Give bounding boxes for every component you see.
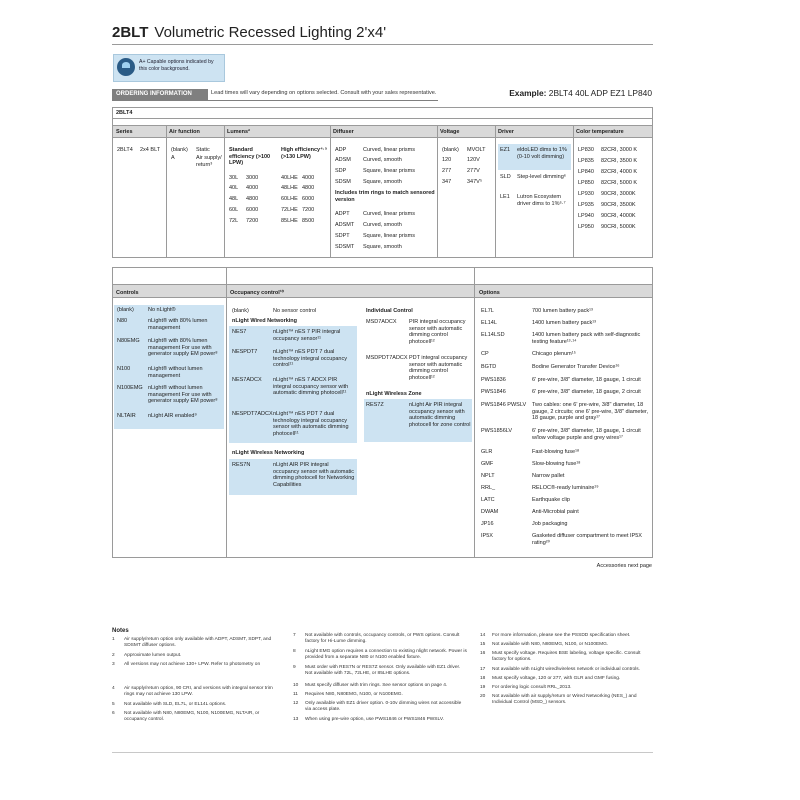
option-desc: Gasketed diffuser compartment to meet IP5X rating²⁰ (532, 533, 642, 546)
diffuser-code: SDPT (335, 233, 350, 239)
cct-code: LP950 (578, 224, 594, 230)
occupancy-code: MSDPDT7ADCX (366, 355, 408, 361)
lumens-value: 6000 (302, 196, 315, 202)
diffuser-trim-head: Includes trim rings to match sensored version (335, 190, 435, 203)
column-divider (224, 125, 225, 258)
occupancy-desc: nLight™ nES PDT 7 dual technology integral occupancy sensor with automatic dimming photocell¹¹ (273, 411, 349, 437)
column-divider (226, 267, 227, 558)
lumens-code: 40L (229, 185, 239, 191)
lumens-value: 4000 (302, 175, 315, 181)
option-code: PWS1846 PWSLV (481, 402, 527, 408)
diffuser-code: ADSMT (335, 222, 355, 228)
occupancy-desc: PIR integral occupancy sensor with automatic dimming control photocell¹² (409, 319, 466, 345)
column-divider (474, 267, 475, 558)
lumens-standard-head: Standard efficiency (>100 LPW) (229, 147, 271, 167)
wired-networking-head: nLight Wired Networking (232, 318, 298, 324)
controls-desc: nLight® with 80% lumen management For use with generator supply EM power⁸ (148, 338, 218, 358)
occupancy-code: MSD7ADCX (366, 319, 397, 325)
option-code: EL14LSD (481, 332, 505, 338)
notes-title: Notes (112, 628, 129, 634)
cct-code: LP835 (578, 158, 594, 164)
spec-sheet: 2BLT Volumetric Recessed Lighting 2'x4' A+ Capable options indicated by this color background. ORDERING INFORMATION Lead times will vary depending on options selected. Consult with your sales representative. Example: 2BLT4 40L ADP EZ1 LP840 2BLT4 Series Air function Lumens² Diffuser Voltage Driver Color temperature 2BLT4 2x4 BLT (blank) Static A Air supply/ return³ Standard efficiency (>100 LPW) High efficiency⁴·⁵ (>130 LPW) 30L 3000 40L 4000 48L 4800 60L 6000 72L 7200 40LHE 4000 48LHE 4800 60LHE 6000 72LHE 7200 85LHE 8500 ADP Curved, linear prisms ADSM Curved, smooth SDP Square, linear prisms SDSM Square, smooth Includes trim rings to match sensored version ADPT Curved, linear prisms ADSMT Curved, smooth SDPT Square, linear prisms SDSMT Square, smooth (blank) MVOLT 120 120V 277 277V 347 347V⁵ EZ1 eldoLED dims to 1% (0-10 volt dimming) SLD Step-level dimming⁶ LE1 Lutron Ecosystem driver dims to 1%⁶·⁷ LP830 82CRI, 3000 K LP835 82CRI, 3500 K LP840 82CRI, 4000 K LP850 82CRI, 5000 K LP930 90CRI, 3000K LP935 90CRI, 3500K LP940 90CRI, 4000K LP950 90CRI, 5000K Controls Occupancy control¹⁰ Options (blank) No nLight® N80 nLight® with 80% lumen management N80EMG nLight® with 80% lumen management For use with generator supply EM power⁸ N100 nLight® without lumen management N100EMG nLight® without lumen management For use with generator supply EM power⁸ NLTAIR nLight AIR enabled⁹ (blank) No sensor control nLight Wired Networking NES7 nLight™ nES 7 PIR integral occupancy sensor¹¹ NESPDT7 nLight™ nES PDT 7 dual technology integral occupancy control¹¹ NES7ADCX nLight™ nES 7 ADCX PIR integral occupancy sensor with automatic dimming photocell¹¹ NESPDT7ADCX nLight™ nES PDT 7 dual technology integral occupancy sensor with automatic dimming photocell¹¹ nLight Wireless Networking RES7N nLight AIR PIR integral occupancy sensor with automatic dimming photocell for Networking Capabilities Individual Control MSD7ADCX PIR integral occupancy sensor with automatic dimming control photocell¹² MSDPDT7ADCX PDT integral occupancy sensor with automatic dimming control photocell¹² nLight Wireless Zone RES7Z nLight Air PIR integral occupancy sensor with automatic dimming photocell for zone control EL7L 700 lumen battery pack¹³ EL14L 1400 lumen battery pack¹³ EL14LSD 1400 lumen battery pack with self-diagnostic testing feature¹³·¹⁴ CP Chicago plenum¹⁵ BGTD Bodine Generator Transfer Device¹⁶ PWS1836 6' pre-wire, 3/8" diameter, 18 gauge, 1 circuit PWS1846 6' pre-wire, 3/8" diameter, 18 gauge, 2 circuit PWS1846 PWSLV Two cables: one 6' pre-wire, 3/8" diameter, 18 gauge, 2 circuits; one 6' pre-wire, 3/8" diameter, 18 gauge, purple and gray¹⁷ PWS1856LV 6' pre-wire, 3/8" diameter, 18 gauge, 1 circuit w/low voltage purple and grey wires¹⁷ GLR Fast-blowing fuse¹⁸ GMF Slow-blowing fuse¹⁸ NPLT Narrow pallet RRL_ RELOC®-ready luminaire¹⁹ LATC Earthquake clip DWAM Anti-Microbial paint JP16 Job packaging IP5X Gasketed diffuser compartment to meet IP5X rating²⁰ Accessories next page Notes 1 Air supply/return option only available with ADPT, ADSMT, SDPT, and SDSMT diffuser options. 2 Approximate lumen output. 3 All versions may not achieve 130+ LPW. Refer to photometry on 4 Air supply/return option, 90 CRI, and versions with integral sensor trim rings may not achieve 130 LPW. 5 Not available with SLD, EL7L, or EL14L options. 6 Not available with N80, N80EMG, N100, N100EMG, NLTAIR, or occupancy control. 7 Not available with controls, occupancy controls, or PWS options. Consult factory for Hi-Lume dimming. 8 nLight EMG option requires a connection to existing nlight network. Power is provided from a separate N80 or N100 enabled fixture. 9 Must order with RES7N or RES7Z sensor. Only available with EZ1 driver. Not available with 72L, 72LHE, or 85LHE options. 10 Must specify diffuser with trim rings. See sensor options on page 4. 11 Requires N80, N80EMG, N100, or N100EMG. 12 Only available with EZ1 driver option. 0-10v dimming wires not accessible via access plate. 13 When using pre-wire option, use PWS1846 or PWS1846 PWSLV. 14 For more information, please see the PSSDD specification sheet. 15 Not available with N80, N80EMG, N100, or N100EMG. 16 Must specify voltage. Requires BSE labeling, voltage specific. Consult factory for options. 17 Not available with nLight wired/wireless network or individual controls. 18 Must specify voltage, 120 or 277, with GLR and GMF fusing. 19 For ordering logic consult RRL_2013. 20 Not available with air supply/return or Wired Networking (NES_) and Individual Control (MSD_) sensors. (0, 0, 800, 800)
series-desc: 2x4 BLT (140, 147, 161, 153)
lumens-code: 72L (229, 218, 239, 224)
diffuser-desc: Curved, linear prisms (363, 211, 415, 217)
column-header: Series (116, 129, 133, 135)
cct-desc: 90CRI, 5000K (601, 224, 636, 230)
lumens-value: 4800 (302, 185, 315, 191)
voltage-code: 120 (442, 157, 452, 163)
occupancy-code: NESPDT7 (232, 349, 258, 355)
driver-code: LE1 (500, 194, 510, 200)
option-desc: 1400 lumen battery pack¹³ (532, 320, 596, 326)
lumens-value: 6000 (246, 207, 259, 213)
voltage-code: 277 (442, 168, 452, 174)
air-function-code: A (171, 155, 175, 161)
air-function-code: (blank) (171, 147, 188, 153)
option-desc: 6' pre-wire, 3/8" diameter, 18 gauge, 1 circuit w/low voltage purple and grey wires¹⁷ (532, 428, 641, 441)
controls-code: N80EMG (117, 338, 140, 344)
controls-code: (blank) (117, 307, 134, 313)
option-desc: Bodine Generator Transfer Device¹⁶ (532, 364, 620, 370)
option-code: PWS1846 (481, 389, 506, 395)
option-code: PWS1836 (481, 377, 506, 383)
example-value: 2BLT4 40L ADP EZ1 LP840 (548, 88, 652, 98)
diffuser-desc: Curved, smooth (363, 157, 402, 163)
voltage-code: (blank) (442, 147, 459, 153)
column-divider (573, 125, 574, 258)
diffuser-code: SDSMT (335, 244, 355, 250)
controls-code: N100 (117, 366, 131, 372)
ordering-information-label: ORDERING INFORMATION (112, 89, 208, 100)
cct-code: LP935 (578, 202, 594, 208)
cct-desc: 82CRI, 3500 K (601, 158, 638, 164)
driver-code: EZ1 (500, 147, 511, 153)
product-code: 2BLT (112, 24, 149, 41)
footer-divider (112, 752, 653, 753)
diffuser-desc: Curved, linear prisms (363, 147, 415, 153)
column-header: Lumens² (227, 129, 250, 135)
column-header: Diffuser (333, 129, 354, 135)
lumens-code: 60L (229, 207, 239, 213)
option-code: CP (481, 351, 489, 357)
option-code: DWAM (481, 509, 499, 515)
lumens-value: 4800 (246, 196, 259, 202)
option-code: RRL_ (481, 485, 496, 491)
lead-time-note: Lead times will vary depending on options selected. Consult with your sales representative. (211, 90, 437, 96)
controls-code: NLTAIR (117, 413, 136, 419)
series-code: 2BLT4 (117, 147, 133, 153)
option-desc: 6' pre-wire, 3/8" diameter, 18 gauge, 1 circuit (532, 377, 641, 383)
option-desc: 6' pre-wire, 3/8" diameter, 18 gauge, 2 circuit (532, 389, 641, 395)
options-header-row (113, 285, 652, 297)
cct-desc: 82CRI, 4000 K (601, 169, 638, 175)
option-desc: Earthquake clip (532, 497, 570, 503)
cct-code: LP850 (578, 180, 594, 186)
column-divider (437, 125, 438, 258)
option-code: BGTD (481, 364, 497, 370)
occupancy-header: Occupancy control¹⁰ (230, 290, 284, 296)
accessories-next-page: Accessories next page (596, 563, 652, 569)
occupancy-code: NES7ADCX (232, 377, 262, 383)
occupancy-desc: PDT integral occupancy sensor with automatic dimming control photocell¹² (409, 355, 468, 381)
product-title: Volumetric Recessed Lighting 2'x4' (154, 24, 387, 41)
cct-desc: 90CRI, 4000K (601, 213, 636, 219)
title-divider (112, 44, 653, 45)
ordering-example (509, 88, 652, 98)
diffuser-code: SDSM (335, 179, 351, 185)
lumens-code: 72LHE (281, 207, 298, 213)
lumens-code: 48LHE (281, 185, 298, 191)
occupancy-desc: nLight Air PIR integral occupancy sensor with automatic dimming photocell for zone control (409, 402, 471, 428)
voltage-value: 277V (467, 168, 480, 174)
controls-desc: No nLight® (148, 307, 176, 313)
option-desc: Fast-blowing fuse¹⁸ (532, 449, 580, 455)
occupancy-code: (blank) (232, 308, 249, 314)
controls-desc: nLight AIR enabled⁹ (148, 413, 197, 419)
option-desc: RELOC®-ready luminaire¹⁹ (532, 485, 599, 491)
option-code: EL7L (481, 308, 494, 314)
option-code: IP5X (481, 533, 493, 539)
occupancy-code: RES7Z (366, 402, 384, 408)
a-plus-legend (113, 54, 225, 82)
page-title (112, 24, 386, 41)
diffuser-code: ADP (335, 147, 347, 153)
option-code: NPLT (481, 473, 495, 479)
column-header: Air function (169, 129, 200, 135)
driver-desc: Lutron Ecosystem driver dims to 1%⁶·⁷ (517, 194, 566, 207)
lumens-code: 48L (229, 196, 239, 202)
controls-code: N80 (117, 318, 128, 324)
diffuser-code: SDP (335, 168, 347, 174)
lumens-code: 40LHE (281, 175, 298, 181)
a-plus-badge-icon (117, 58, 135, 76)
column-header: Color temperature (576, 129, 624, 135)
lumens-code: 30L (229, 175, 239, 181)
table-prefix: 2BLT4 (116, 110, 133, 116)
option-desc: Slow-blowing fuse¹⁸ (532, 461, 581, 467)
lumens-value: 4000 (246, 185, 259, 191)
column-header: Driver (498, 129, 514, 135)
column-header: Voltage (440, 129, 460, 135)
option-desc: Chicago plenum¹⁵ (532, 351, 576, 357)
diffuser-desc: Square, linear prisms (363, 168, 415, 174)
controls-desc: nLight® without lumen management For use with generator supply EM power⁸ (148, 385, 218, 405)
voltage-code: 347 (442, 179, 452, 185)
wireless-zone-head: nLight Wireless Zone (366, 391, 422, 397)
column-divider (166, 125, 167, 258)
cct-code: LP840 (578, 169, 594, 175)
option-code: PWS1856LV (481, 428, 513, 434)
column-divider (330, 125, 331, 258)
lumens-code: 60LHE (281, 196, 298, 202)
individual-control-head: Individual Control (366, 308, 413, 314)
cct-code: LP830 (578, 147, 594, 153)
option-code: GLR (481, 449, 493, 455)
cct-desc: 82CRI, 5000 K (601, 180, 638, 186)
occupancy-desc: nLight AIR PIR integral occupancy sensor with automatic dimming photocell for Networking Capabilities (273, 462, 355, 488)
option-desc: Anti-Microbial paint (532, 509, 579, 515)
option-desc: Narrow pallet (532, 473, 565, 479)
column-divider (495, 125, 496, 258)
option-desc: 1400 lumen battery pack with self-diagnostic testing feature¹³·¹⁴ (532, 332, 641, 345)
diffuser-desc: Square, linear prisms (363, 233, 415, 239)
air-function-desc: Air supply/ return³ (196, 155, 222, 168)
lumens-value: 8500 (302, 218, 315, 224)
voltage-value: 120V (467, 157, 480, 163)
prefix-divider (112, 118, 653, 119)
occupancy-code: NESPDT7ADCX (232, 411, 273, 417)
controls-header: Controls (116, 290, 139, 296)
cct-code: LP940 (578, 213, 594, 219)
cct-desc: 90CRI, 3000K (601, 191, 636, 197)
options-header-bottom (112, 297, 653, 298)
option-desc: 700 lumen battery pack¹³ (532, 308, 593, 314)
ordering-divider (112, 100, 438, 101)
controls-code: N100EMG (117, 385, 143, 391)
driver-desc: Step-level dimming⁶ (517, 174, 567, 180)
controls-desc: nLight® without lumen management (148, 366, 203, 379)
occupancy-desc: No sensor control (273, 308, 317, 314)
voltage-value: MVOLT (467, 147, 486, 153)
lumens-value: 3000 (246, 175, 259, 181)
diffuser-desc: Square, smooth (363, 244, 402, 250)
header-bottom-line (112, 137, 653, 138)
driver-code: SLD (500, 174, 511, 180)
example-label: Example: (509, 88, 547, 98)
lumens-value: 7200 (302, 207, 315, 213)
option-code: EL14L (481, 320, 497, 326)
occupancy-code: RES7N (232, 462, 251, 468)
occupancy-code: NES7 (232, 329, 247, 335)
occupancy-desc: nLight™ nES 7 PIR integral occupancy sensor¹¹ (273, 329, 341, 342)
driver-desc: eldoLED dims to 1% (0-10 volt dimming) (517, 147, 567, 160)
wireless-networking-head: nLight Wireless Networking (232, 450, 305, 456)
options-header: Options (479, 290, 500, 296)
voltage-value: 347V⁵ (467, 179, 483, 185)
controls-desc: nLight® with 80% lumen management (148, 318, 208, 331)
occupancy-desc: nLight™ nES PDT 7 dual technology integral occupancy control¹¹ (273, 349, 347, 369)
option-code: JP16 (481, 521, 494, 527)
diffuser-code: ADSM (335, 157, 351, 163)
diffuser-code: ADPT (335, 211, 350, 217)
option-desc: Job packaging (532, 521, 568, 527)
diffuser-desc: Square, smooth (363, 179, 402, 185)
air-function-desc: Static (196, 147, 210, 153)
legend-text: A+ Capable options indicated by this color background. (139, 59, 214, 72)
option-desc: Two cables: one 6' pre-wire, 3/8" diameter, 18 gauge, 2 circuits; one 6' pre-wire, 3/8" diameter, 18 gauge, purple and gray¹⁷ (532, 402, 649, 422)
diffuser-desc: Curved, smooth (363, 222, 402, 228)
cct-desc: 90CRI, 3500K (601, 202, 636, 208)
lumens-code: 85LHE (281, 218, 298, 224)
lumens-value: 7200 (246, 218, 259, 224)
occupancy-desc: nLight™ nES 7 ADCX PIR integral occupancy sensor with automatic dimming photocell¹¹ (273, 377, 349, 397)
cct-desc: 82CRI, 3000 K (601, 147, 638, 153)
option-code: LATC (481, 497, 495, 503)
lumens-high-head: High efficiency⁴·⁵ (>130 LPW) (281, 147, 328, 160)
cct-code: LP930 (578, 191, 594, 197)
option-code: GMF (481, 461, 494, 467)
header-top-line (112, 125, 653, 126)
